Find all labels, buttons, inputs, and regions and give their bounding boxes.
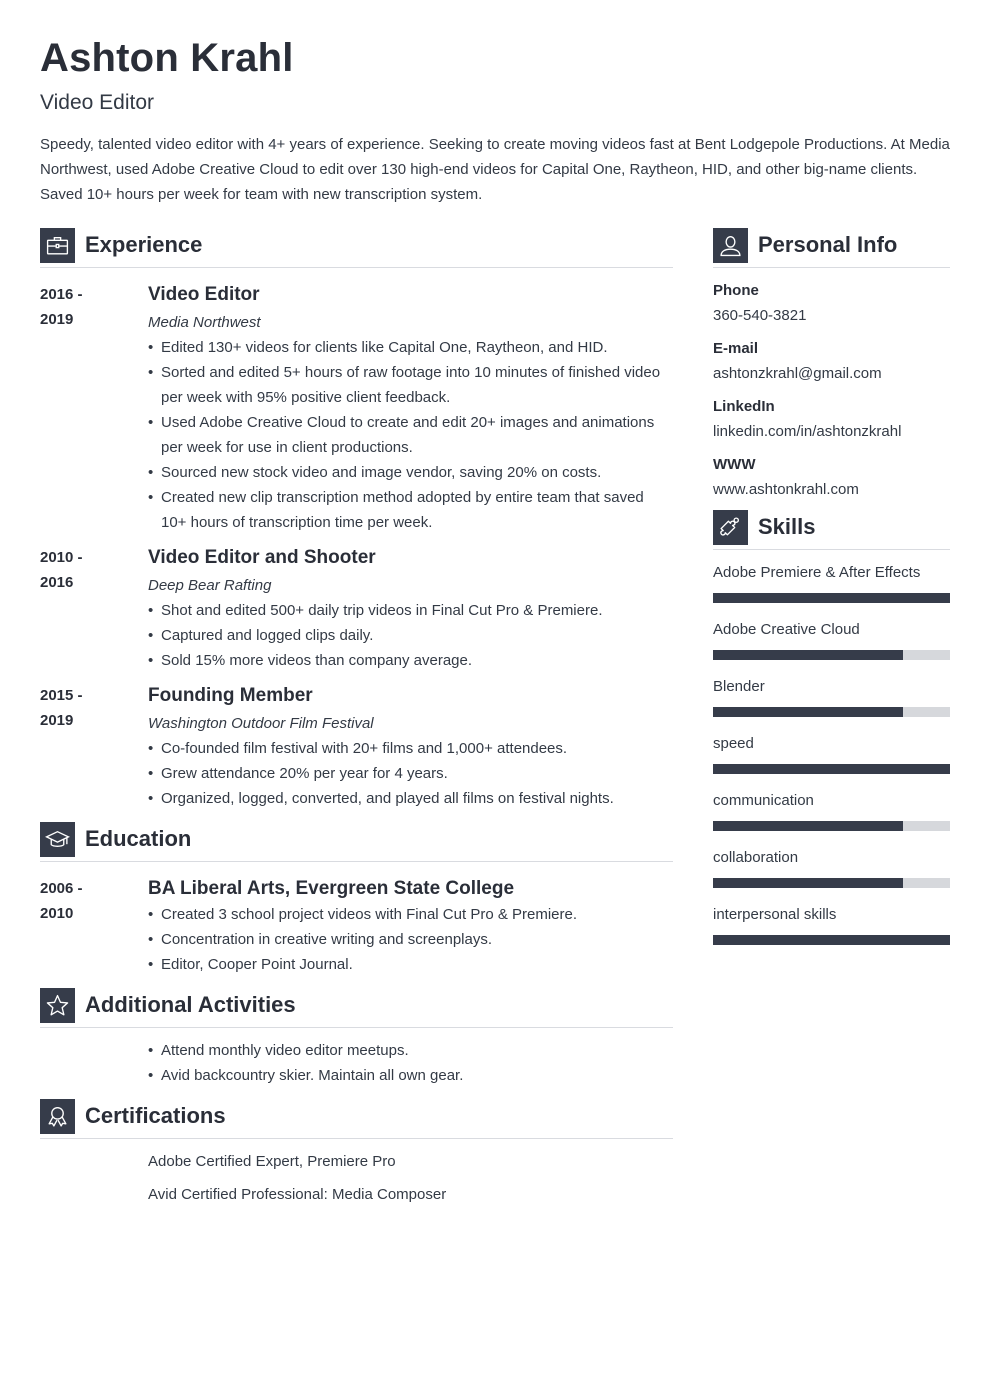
skill-level-bar [713,821,950,831]
skill-level-bar [713,878,950,888]
award-ribbon-icon [40,1099,75,1134]
skill-item [713,731,950,774]
email-value: ashtonzkrahl@gmail.com [713,365,882,382]
right-column [713,228,950,959]
education-title: Education [85,826,192,851]
personal-info-list [713,278,950,502]
experience-entry [40,683,673,811]
experience-title: Experience [85,232,203,257]
date-end: 2016 [40,574,74,591]
candidate-name: Ashton Krahl [40,36,294,80]
bullet-item: • Used Adobe Creative Cloud to create and edit 20+ images and animations per week for use in client productions. [148,410,673,460]
summary-paragraph: Speedy, talented video editor with 4+ years of experience. Seeking to create moving videos fast at Bent Lodgepole Productions. At Media Northwest, used Adobe Creative Cloud to edit over 130 high-end videos for Capital One, Raytheon, HID, and other big-name clients. Saved 10+ hours per week for team with new transcription system. [40,136,950,203]
left-column [40,228,673,1215]
entry-dates [40,545,140,595]
skill-level-bar [713,764,950,774]
bullet-item: • Captured and logged clips daily. [148,623,673,648]
job-title: Founding Member [148,685,313,706]
certifications-section-header [40,1099,673,1139]
bullet-item: • Edited 130+ videos for clients like Capital One, Raytheon, and HID. [148,335,673,360]
education-entry [40,876,673,977]
linkedin-value: linkedin.com/in/ashtonzkrahl [713,423,902,440]
website-label: WWW [713,456,756,473]
website-value: www.ashtonkrahl.com [713,481,859,498]
bullet-item: • Co-founded film festival with 20+ films and 1,000+ attendees. [148,736,673,761]
skills-section-header [713,510,950,550]
skill-name: speed [713,735,754,752]
phone-label: Phone [713,282,759,299]
skill-level-fill [713,707,903,717]
bullet-item: • Organized, logged, converted, and played all films on festival nights. [148,786,673,811]
skill-level-bar [713,935,950,945]
company-name: Media Northwest [148,314,261,331]
company-name: Washington Outdoor Film Festival [148,715,374,732]
bullet-item: • Editor, Cooper Point Journal. [148,952,673,977]
bullet-item: • Attend monthly video editor meetups. [148,1038,673,1063]
bullet-item: • Grew attendance 20% per year for 4 years. [148,761,673,786]
date-start: 2006 - [40,880,83,897]
skill-name: interpersonal skills [713,906,837,923]
activities-section-header [40,988,673,1028]
skill-level-bar [713,707,950,717]
skill-name: communication [713,792,814,809]
job-title: Video Editor [148,284,260,305]
skill-level-fill [713,764,950,774]
skill-item [713,674,950,717]
experience-entry [40,545,673,673]
skill-level-bar [713,593,950,603]
bullet-item: • Created new clip transcription method adopted by entire team that saved 10+ hours of transcription time per week. [148,485,673,535]
briefcase-icon [40,228,75,263]
bullet-list [148,1038,673,1088]
bullet-list [148,335,673,535]
experience-section-header [40,228,673,268]
phone-value: 360-540-3821 [713,307,807,324]
skill-level-fill [713,593,950,603]
skills-list [713,560,950,945]
activities-entry [40,1038,673,1088]
personal-info-section-header [713,228,950,268]
skill-item [713,845,950,888]
skill-item [713,788,950,831]
experience-entry [40,282,673,535]
bullet-item: • Shot and edited 500+ daily trip videos in Final Cut Pro & Premiere. [148,598,673,623]
date-start: 2016 - [40,286,83,303]
bullet-item: • Sorted and edited 5+ hours of raw footage into 10 minutes of finished video per week with 95% positive client feedback. [148,360,673,410]
linkedin-label: LinkedIn [713,398,775,415]
skill-level-fill [713,821,903,831]
degree-title: BA Liberal Arts, Evergreen State College [148,878,515,899]
certifications-entry [40,1149,673,1207]
bullet-list [148,598,673,673]
certification-item: Adobe Certified Expert, Premiere Pro [148,1153,396,1170]
bullet-item: • Concentration in creative writing and screenplays. [148,927,673,952]
entry-dates [40,876,140,926]
personal-info-title: Personal Info [758,232,898,257]
bullet-item: • Avid backcountry skier. Maintain all own gear. [148,1063,673,1088]
skill-item [713,617,950,660]
certification-item: Avid Certified Professional: Media Composer [148,1186,447,1203]
skill-name: Blender [713,678,765,695]
company-name: Deep Bear Rafting [148,577,272,594]
date-start: 2015 - [40,687,83,704]
activities-title: Additional Activities [85,992,296,1017]
entry-dates [40,282,140,332]
date-end: 2019 [40,712,74,729]
graduation-cap-icon [40,822,75,857]
bullet-list [148,736,673,811]
date-start: 2010 - [40,549,83,566]
email-label: E-mail [713,340,759,357]
skill-item [713,560,950,603]
skill-item [713,902,950,945]
star-icon [40,988,75,1023]
bullet-list [148,902,673,977]
skill-level-fill [713,650,903,660]
bullet-item: • Sold 15% more videos than company average. [148,648,673,673]
skill-level-fill [713,878,903,888]
person-icon [713,228,748,263]
certifications-title: Certifications [85,1103,226,1128]
skill-name: Adobe Premiere & After Effects [713,564,921,581]
date-end: 2019 [40,311,74,328]
bullet-item: • Sourced new stock video and image vendor, saving 20% on costs. [148,460,673,485]
skill-name: collaboration [713,849,799,866]
skill-level-fill [713,935,950,945]
job-title: Video Editor and Shooter [148,547,376,568]
date-end: 2010 [40,905,74,922]
skill-name: Adobe Creative Cloud [713,621,860,638]
candidate-role: Video Editor [40,91,155,114]
puzzle-piece-icon [713,510,748,545]
bullet-item: • Created 3 school project videos with Final Cut Pro & Premiere. [148,902,673,927]
entry-dates [40,683,140,733]
education-section-header [40,822,673,862]
skills-title: Skills [758,514,816,539]
skill-level-bar [713,650,950,660]
